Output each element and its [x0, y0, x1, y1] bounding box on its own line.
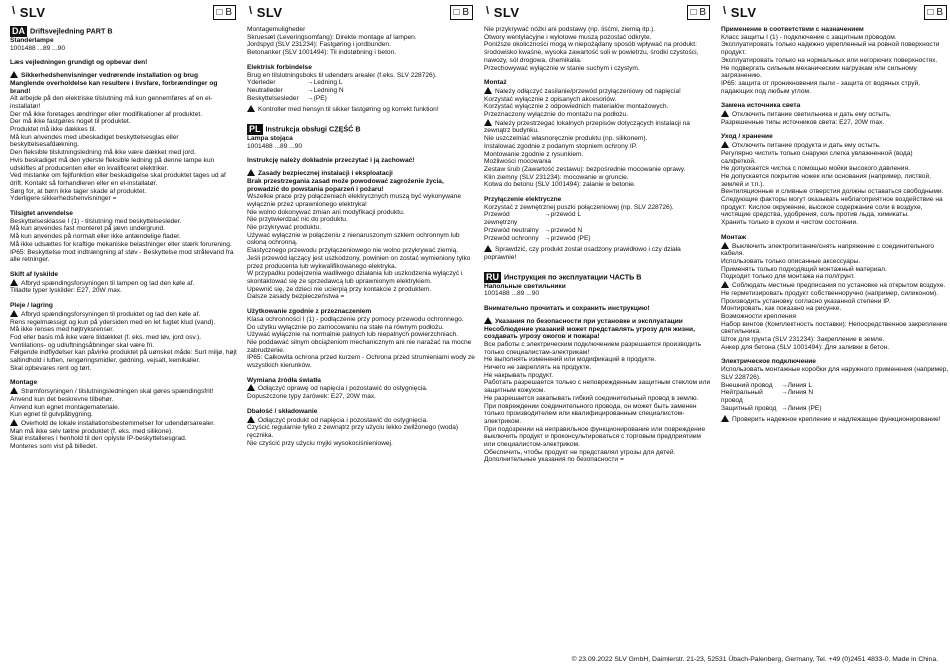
list-item: Czyścić regularnie tylko z zewnątrz przy użyciu lekko zwilżonego (woda) ręcznika.	[247, 424, 459, 439]
list-item: Следующие факторы могут оказывать неблагоприятное воздействие на продукт: Кислое окружение, высокое содержание соли в воздухе, чистящие средства, удобрения, соль против льда, химикаты.	[721, 196, 943, 219]
list-item: Ved mistanke om fejlfunktion eller beskadigelse skal produktet tages ud af drift. Kontakt så forhandleren eller en el-installatør.	[10, 172, 226, 187]
list-item: Må ikke udsættes for kraftige mekaniske belastninger eller stærk forurening.	[10, 240, 232, 248]
list-item: W przypadku podejrzenia wadliwego działania lub uszkodzenia wyłączyć i skontaktować się ze sprzedawcą lub uprawnionym elektrykiem.	[247, 270, 463, 285]
list-item: Nie wolno dokonywać zmian ani modyfikacji produktu.	[247, 208, 405, 216]
list-item: Отключить питание светильника и дать ему остыть.	[721, 110, 949, 119]
list-item: Анкер для бетона (SLV 1001494): Для заливки в бетон.	[721, 343, 890, 351]
list-item: Der må ikke fastgøres noget til produktet.	[10, 118, 131, 126]
warning-icon	[247, 416, 255, 423]
warning-icon	[10, 71, 18, 78]
warning-icon	[721, 281, 729, 288]
list-item: Możliwości mocowania	[484, 158, 552, 166]
list-item: Overhold de lokale installationsbestemmelser for udendørsarealer.	[10, 419, 238, 428]
list-item: Przeznaczony wyłącznie do montażu na podłożu.	[484, 111, 629, 119]
list-item: Używać wyłącznie na normalnie palnych lub niepalnych powierzchniach.	[247, 331, 459, 339]
lang-tag: RU	[486, 271, 499, 282]
list-item: Эксплуатировать только на нормальных или негорючих поверхностях.	[721, 56, 938, 64]
column-header	[484, 0, 712, 26]
wiring-row: Beskyttelsesleder → (PE)	[247, 94, 327, 102]
list-item: Używać wyłącznie w połączeniu z nienaruszonym szkłem ochronnym lub osłoną ochronną.	[247, 231, 460, 247]
list-item: Anvend kun det beskrevne tilbehør.	[10, 395, 114, 403]
list-item: Wszelkie prace przy połączeniach elektrycznych muszą być wykonywane wyłącznie przez uprawnionego elektryka!	[247, 193, 462, 208]
list-item: Не накрывать продукт.	[484, 371, 554, 379]
list-item: Korzystać wyłącznie z opisanych akcesoriów.	[484, 95, 617, 103]
warning-icon	[484, 87, 492, 94]
list-item: Шток для грунта (SLV 231234): Закрепление в земле.	[721, 336, 885, 344]
warning-icon	[484, 317, 492, 324]
list-item: Подходит только для монтажа на пол/грунт.	[721, 273, 855, 281]
wiring-row: Защитный провод → Линия (PE)	[721, 404, 822, 412]
list-item: Эксплуатировать только надежно укрепленный на ровной поверхности продукт.	[721, 41, 940, 57]
wiring-row: Przewód zewnętrzny → przewód L	[484, 211, 582, 227]
part-badge: □ B	[924, 5, 948, 20]
arrow-icon: →	[307, 86, 314, 94]
list-item: Upewnić się, że dzieci nie ucierpią przy kontakcie z produktem.	[247, 285, 432, 293]
column-header	[721, 0, 949, 26]
warning-icon	[10, 310, 18, 317]
list-item: Należy przestrzegać lokalnych przepisów dotyczących instalacji na zewnątrz budynku.	[484, 119, 690, 135]
list-item: Skal opbevares rent og tørt.	[10, 364, 92, 372]
list-item: Należy odłączyć zasilanie/przewód przyłączeniowy od napięcia!	[484, 87, 712, 96]
book-icon: □	[927, 7, 934, 18]
column-header	[247, 0, 475, 26]
list-item: Использовать только описанные аксессуары.	[721, 257, 861, 265]
column-da	[10, 0, 238, 667]
list-item: Poniższe okoliczności mogą w niepożądany sposób wpływać na produkt: środowisko kwaśne, wysoka zawartość soli w powietrzu, środki czystości, nawozy, sól drogowa, chemikalia.	[484, 41, 699, 64]
wiring-row: Neutralleder → Ledning N	[247, 86, 344, 94]
list-item: Обеспечить, чтобы продукт не представлял угрозы для детей.	[484, 448, 676, 456]
part-badge: □ B	[450, 5, 474, 20]
arrow-icon: →	[781, 381, 788, 389]
list-item: Skruesæt (Leveringsomfang): Direkte montage af lampen.	[247, 33, 417, 41]
list-item: Beskyttelsesklasse I (1) - tilslutning med beskyttelsesleder.	[10, 217, 182, 225]
list-item: Sørg for, at børn ikke tager skade af produktet.	[10, 187, 147, 195]
list-item: Не допускается чистка с помощью мойки высокого давления.	[721, 165, 910, 173]
ru-block-2: Применение в соответствии с назначением Класс защиты I (1) - подключение с защитным проводом. Эксплуатировать только надежно укрепленный на ровной поверхности продукт. Эксплуатировать только на нормальных или негорючих поверхностях. Не подвергать сильным механическим нагрузкам или сильному загрязнению. IP65: защита от проникновения пыли - защита от водяных струй, падающих под любым углом. Замена источника света Отключить питание светильника и дать ему остыть. Разрешенные типы источников света: E27, 20W max. Уход / хранение Отключить питание продукта и дать ему остыть. Регулярно чистить только снаружи слегка увлажненной (вода) салфеткой. Не допускается чистка с помощью мойки высокого давления. Не допускается покрытие ножек или основания (например, листвой, землей и т.п.). Вентиляционные и сливные отверстия должны оставаться свободными. Следующие факторы могут оказывать неблагоприятное воздействие на продукт: Кислое окружение, высокое содержание соли в воздухе, чистящие средства, удобрения, соль против льда, химикаты. Хранить только в сухом и чистом состоянии. Монтаж Выключить электропитание/снять напряжение с соединительного кабеля. Использовать только описанные аксессуары. Применять только подходящий монтажный материал. Подходит только для монтажа на пол/грунт. Соблюдать местные предписания по установке на открытом воздухе. Не герметизировать продукт собственноручно (например, силиконом). Производить установку согласно указанной степени IP. Монтировать, как показано на рисунке. Возможности крепления Набор винтов (Комплектность поставки): Непосредственное закрепление светильника. Шток для грунта (SLV 231234): Закрепление в земле. Анкер для бетона (SLV 1001494): Для заливки в бетон. Электрическое подключение Использовать монтажные коробки для наружного применения (например, SLV 228726). Внешний провод → Линия L Нейтральный провод → Линия N Защитный провод → Линия (PE) Проверить надежное крепление и надлежащее функционирование!	[721, 26, 949, 424]
warning-icon	[721, 415, 729, 422]
list-item: Afbryd spændingsforsyningen til lampen og lad den køle af.	[10, 279, 238, 288]
list-item: Nie czyścić przy użyciu myjki wysokociśnieniowej.	[247, 439, 393, 447]
list-item: Rens regelmæssigt og kun på ydersiden med en let fugtet klud (vand).	[10, 318, 216, 326]
list-item: Instalować zgodnie z podanym stopniem ochrony IP.	[484, 142, 638, 150]
slv-logo: \ SLV	[249, 5, 283, 20]
arrow-icon: →	[544, 226, 551, 234]
list-item: Nie przykrywać produktu.	[247, 224, 322, 232]
list-item: Nie uszczelniać własnoręcznie produktu (np. silikonem).	[484, 135, 648, 143]
list-item: Применять только подходящий монтажный материал.	[721, 265, 887, 273]
list-item: Strømforsyningen / tilslutningsledningen skal gøres spændingsfrit!	[10, 387, 238, 396]
list-item: Do użytku wyłącznie po zamocowaniu na stałe na równym podłożu.	[247, 323, 444, 331]
list-item: Jeśli przewód łączący jest uszkodzony, powinien on zostać wymieniony tylko przez producenta lub wykwalifikowanego elektryka.	[247, 254, 471, 270]
list-item: Klin ziemny (SLV 231234): mocowanie w gruncie.	[484, 173, 629, 181]
ru-block: Nie przykrywać nóżki ani podstawy (np. liśćmi, ziemią itp.). Otwory wentylacyjne i wylotowe muszą pozostać odkryte. Poniższe okoliczności mogą w niepożądany sposób wpływać na produkt: środowisko kwaśne, wysoka zawartość soli w powietrzu, środki czystości, nawozy, sól drogowa, chemikalia. Przechowywać wyłącznie w stanie suchym i czystym. Montaż Należy odłączyć zasilanie/przewód przyłączeniowy od napięcia! Korzystać wyłącznie z opisanych akcesoriów. Korzystać wyłącznie z odpowiednich materiałów montażowych. Przeznaczony wyłącznie do montażu na podłożu. Należy przestrzegać lokalnych przepisów dotyczących instalacji na zewnątrz budynku. Nie uszczelniać własnoręcznie produktu (np. silikonem). Instalować zgodnie z podanym stopniem ochrony IP. Montowanie zgodnie z rysunkiem. Możliwości mocowania Zestaw śrub (Zawartość zestawu): bezpośrednie mocowanie oprawy. Klin ziemny (SLV 231234): mocowanie w gruncie. Kotwa do betonu (SLV 1001494): zalanie w betonie. Przyłączenie elektryczne Korzystać z zewnętrznej puszki połączeniowej (np. SLV 228726). Przewód zewnętrzny → przewód L Przewód neutralny → przewód N Przewód ochronny → przewód (PE) Sprawdzić, czy produkt został osadzony prawidłowo i czy działa poprawnie! RU Инструкция по эксплуатации ЧАСТЬ B Напольные светильники 1001488 ...89 ...90 Внимательно прочитать и сохранить инструкцию! Указания по безопасности при установке и эксплуатации Несоблюдение указаний может представлять угрозу для жизни, создавать угрозу ожогов и пожара! Все работы с электрическим подключением разрешается производить только специалистам-электрикам! Не выполнять изменений или модификаций в продукте. Ничего не закреплять на продукте. Не накрывать продукт. Работать разрешается только с неповрежденным защитным стеклом или защитным кожухом. Не разрешается закапывать гибкий соединительный провод в землю. При повреждении соединительного провода, он может быть заменен только производителем или квалифицированным специалистом-электриком. При подозрении на неправильное функционирование или повреждение выключить продукт и проконсультироваться с торговым предприятием или специалистом-электриком. Обеспечить, чтобы продукт не представлял угрозы для детей. Дополнительные указания по безопасности =	[484, 26, 711, 464]
list-item: Вентиляционные и сливные отверстия должны оставаться свободными.	[721, 188, 944, 196]
book-icon: □	[690, 7, 697, 18]
list-item: Ventilations- og udluftningsåbninger skal være fri.	[10, 341, 155, 349]
book-icon: □	[453, 7, 460, 18]
list-item: Дополнительные указания по безопасности =	[484, 456, 624, 464]
wiring-row: Przewód neutralny → przewód N	[484, 226, 583, 234]
da-block: DA Driftsvejledning PART B Standerlampe 1001488 ...89 ...90 Læs vejledningen grundigt og opbevar den! Sikkerhedshenvisninger vedrørende installation og brug Manglende overholdelse kan resultere i livsfare, forbrændinger og brand! Alt arbejde på den elektriske tilslutning må kun gennemføres af en el-installatør! Der må ikke foretages ændringer eller modifikationer af produktet. Der må ikke fastgøres noget til produktet. Produktet må ikke dækkes til. Må kun anvendes med ubeskadiget beskyttelsesglas eller beskyttelsesafdækning. Den fleksible tilslutningsledning må ikke være dækket med jord. Hvis beskadiget må den yderste fleksible ledning på denne lampe kun udskiftes af producenten eller en kvalificeret elektriker. Ved mistanke om fejlfunktion eller beskadigelse skal produktet tages ud af drift. Kontakt så forhandleren eller en el-installatør. Sørg for, at børn ikke tager skade af produktet. Yderligere sikkerhedshenvisninger = Tilsigtet anvendelse Beskyttelsesklasse I (1) - tilslutning med beskyttelsesleder. Må kun anvendes fast monteret på jævn undergrund. Må kun anvendes på normalt eller ikke antændelige flader. Må ikke udsættes for kraftige mekaniske belastninger eller stærk forurening. IP65: Beskyttelse mod indtrængning af støv - Beskyttelse mod strålevand fra alle retninger. Skift af lyskilde Afbryd spændingsforsyningen til lampen og lad den køle af. Tilladte typer lyskilder: E27, 20W max. Pleje / lagring Afbryd spændingsforsyningen til produktet og lad den køle af. Rens regelmæssigt og kun på ydersiden med en let fugtet klud (vand). Må ikke renses med højtryksrenser. Fod eller basis må ikke være tildækket (f. eks. med løv, jord osv.). Ventilations- og udluftningsåbninger skal være fri. Følgende indflydelser kan påvirke produktet på uønsket måde: Surt miljø, højt saltindhold i luften, rengøringsmidler, gødning, vejsalt, kemikalier. Skal opbevares rent og tørt. Montage Strømforsyningen / tilslutningsledningen skal gøres spændingsfrit! Anvend kun det beskrevne tilbehør. Anvend kun egnet montagemateriale. Kun egnet til gulvpåbygning. Overhold de lokale installationsbestemmelser for udendørsarealer. Man må ikke selv tætne produktet (f. eks. med silikone). Skal installeres i henhold til den oplyste IP-beskyttelsesgrad. Monteres som vist på billedet.	[10, 26, 237, 451]
list-item: Не подвергать сильным механическим нагрузкам или сильному загрязнению.	[721, 64, 917, 80]
warning-icon	[721, 141, 729, 148]
column-da-pl	[247, 0, 475, 667]
list-item: Produktet må ikke dækkes til.	[10, 126, 97, 134]
list-item: IP65: Beskyttelse mod indtrængning af støv - Beskyttelse mod strålevand fra alle retninger.	[10, 248, 234, 264]
list-item: Fod eller basis må ikke være tildækket (f. eks. med løv, jord osv.).	[10, 333, 202, 341]
list-item: Соблюдать местные предписания по установке на открытом воздухе.	[721, 281, 949, 290]
arrow-icon: →	[544, 234, 551, 242]
list-item: Dalsze zasady bezpieczeństwa =	[247, 293, 345, 301]
warning-icon	[10, 419, 18, 426]
list-item: Jordspyd (SLV 231234): Fastgøring i jordbunden.	[247, 41, 391, 49]
list-item: Ничего не закреплять на продукте.	[484, 364, 592, 372]
arrow-icon: →	[307, 79, 314, 87]
warning-icon	[721, 242, 729, 249]
book-icon: □	[216, 7, 223, 18]
list-item: Tilladte typer lyskilder: E27, 20W max.	[10, 287, 122, 295]
list-item: Odłączyć oprawę od napięcia i pozostawić do ostygnięcia.	[247, 384, 475, 393]
list-item: Montowanie zgodnie z rysunkiem.	[484, 150, 584, 158]
list-item: Må kun anvendes med ubeskadiget beskyttelsesglas eller beskyttelsesafdækning.	[10, 133, 179, 149]
list-item: Må kun anvendes fast monteret på jævn undergrund.	[10, 225, 166, 233]
list-item: Производить установку согласно указанной степени IP.	[721, 297, 891, 305]
list-item: Класс защиты I (1) - подключение с защитным проводом.	[721, 33, 897, 41]
list-item: Odłączyć produkt od napięcia i pozostawić do ostygnięcia.	[247, 416, 475, 425]
list-item: Kotwa do betonu (SLV 1001494): zalanie w betonie.	[484, 181, 636, 189]
list-item: Не выполнять изменений или модификаций в продукте.	[484, 356, 657, 364]
arrow-icon: →	[307, 94, 314, 102]
list-item: Betonanker (SLV 1001494): Til indstøbning i beton.	[247, 49, 397, 57]
list-item: Монтировать, как показано на рисунке.	[721, 305, 842, 313]
warning-icon	[484, 119, 492, 126]
slv-logo: \ SLV	[486, 5, 520, 20]
list-item: IP65: защита от проникновения пыли - защита от водяных струй, падающих под любым углом.	[721, 79, 921, 95]
footer: © 23.09.2022 SLV GmbH, Daimlerstr. 21-23, 52531 Übach-Palenberg, Germany, Tel. +49 (0)2451 4833-0. Made in China.	[571, 656, 938, 663]
warning-icon	[247, 105, 255, 112]
list-item: Monteres som vist på billedet.	[10, 443, 98, 451]
list-item: Klasa ochronności I (1) - podłączenie przy pomocy przewodu ochronnego.	[247, 315, 464, 323]
list-item: IP65: Całkowita ochrona przed kurzem - Ochrona przed strumieniami wody ze wszystkich kierunków.	[247, 354, 475, 370]
list-item: Выключить электропитание/снять напряжение с соединительного кабеля.	[721, 242, 935, 258]
column-header	[10, 0, 238, 26]
list-item: Den fleksible tilslutningsledning må ikke være dækket med jord.	[10, 149, 196, 157]
column-pl-ru	[484, 0, 712, 667]
list-item: Følgende indflydelser kan påvirke produktet på uønsket måde: Surt miljø, højt saltindhold i luften, rengøringsmidler, gødning, vejsalt, kemikalier.	[10, 349, 237, 365]
list-item: Хранить только в сухом и чистом состоянии.	[721, 219, 859, 227]
list-item: Nie poddawać silnym obciążeniom mechanicznym ani nie narażać na mocne zabrudzenie.	[247, 338, 472, 354]
list-item: Przechowywać wyłącznie w stanie suchym i czystym.	[484, 64, 640, 72]
warning-icon	[10, 387, 18, 394]
wiring-row: Yderleder → Ledning L	[247, 79, 343, 87]
wiring-row: Przewód ochronny → przewód (PE)	[484, 234, 591, 242]
column-ru	[721, 0, 949, 667]
list-item: Не герметизировать продукт собственноручно (например, силиконом).	[721, 289, 939, 297]
list-item: При подозрении на неправильное функционирование или повреждение выключить продукт и проконсультироваться с торговым предприятием или специалистом-электриком.	[484, 425, 706, 449]
part-badge: □ B	[687, 5, 711, 20]
list-item: Afbryd spændingsforsyningen til produktet og lad den køle af.	[10, 310, 238, 319]
safety-list	[10, 95, 238, 203]
list-item: Zestaw śrub (Zawartość zestawu): bezpośrednie mocowanie oprawy.	[484, 165, 686, 173]
list-item: Не допускается покрытие ножек или основания (например, листвой, землей и т.п.).	[721, 172, 931, 188]
wiring-row: Внешний провод → Линия L	[721, 381, 812, 389]
list-item: Регулярно чистить только снаружи слегка увлажненной (вода) салфеткой.	[721, 149, 913, 165]
list-item: Man må ikke selv tætne produktet (f. eks. med silikone).	[10, 427, 174, 435]
arrow-icon: →	[781, 389, 788, 397]
list-item: Yderligere sikkerhedshenvisninger =	[10, 195, 117, 203]
list-item: При повреждении соединительного провода, он может быть заменен только производителем или квалифицированным специалистом-электриком.	[484, 402, 697, 425]
list-item: Набор винтов (Комплектность поставки): Непосредственное закрепление светильника.	[721, 320, 948, 336]
pl-block: Montagemuligheder Skruesæt (Leveringsomfang): Direkte montage af lampen. Jordspyd (SLV 231234): Fastgøring i jordbunden. Betonanker (SLV 1001494): Til indstøbning i beton. Elektrisk forbindelse Brug en tilslutningsboks til udendørs arealer (f.eks. SLV 228726). Yderleder → Ledning L Neutralleder → Ledning N Beskyttelsesleder → (PE) Kontroller med hensyn til sikker fastgøring og korrekt funktion! PL Instrukcja obsługi CZĘŚĆ B Lampa stojąca 1001488 ...89 ...90 Instrukcję należy dokładnie przeczytać i ją zachować! Zasady bezpiecznej instalacji i eksploatacji Brak przestrzegania zasad może powodować zagrożenie życia, prowadzić do powstania poparzeń i pożaru! Wszelkie prace przy połączeniach elektrycznych muszą być wykonywane wyłącznie przez uprawnionego elektryka! Nie wolno dokonywać zmian ani modyfikacji produktu. Nie przytwierdzać nic do produktu. Nie przykrywać produktu. Używać wyłącznie w połączeniu z nienaruszonym szkłem ochronnym lub osłoną ochronną. Elastycznego przewodu przyłączeniowego nie wolno przykrywać ziemią. Jeśli przewód łączący jest uszkodzony, powinien on zostać wymieniony tylko przez producenta lub wykwalifikowanego elektryka. W przypadku podejrzenia wadliwego działania lub uszkodzenia wyłączyć i skontaktować się ze sprzedawcą lub uprawnionym elektrykiem. Upewnić się, że dzieci nie ucierpią przy kontakcie z produktem. Dalsze zasady bezpieczeństwa = Użytkowanie zgodnie z przeznaczeniem Klasa ochronności I (1) - podłączenie przy pomocy przewodu ochronnego. Do użytku wyłącznie po zamocowaniu na stałe na równym podłożu. Używać wyłącznie na normalnie palnych lub niepalnych powierzchniach. Nie poddawać silnym obciążeniom mechanicznym ani nie narażać na mocne zabrudzenie. IP65: Całkowita ochrona przed kurzem - Ochrona przed strumieniami wody ze wszystkich kierunków. Wymiana źródła światła Odłączyć oprawę od napięcia i pozostawić do ostygnięcia. Dopuszczone typy żarówek: E27, 20W max. Dbałość / składowanie Odłączyć produkt od napięcia i pozostawić do ostygnięcia. Czyścić regularnie tylko z zewnątrz przy użyciu lekko zwilżonego (woda) ręcznika. Nie czyścić przy użyciu myjki wysokociśnieniowej.	[247, 26, 475, 447]
warning-icon	[247, 169, 255, 176]
list-item: Разрешенные типы источников света: E27, 20W max.	[721, 118, 885, 126]
list-item: Работать разрешается только с неповрежденным защитным стеклом или защитным кожухом.	[484, 379, 711, 395]
list-item: Hvis beskadiget må den yderste fleksible ledning på denne lampe kun udskiftes af producenten eller en kvalificeret elektriker.	[10, 156, 215, 172]
warning-icon	[10, 279, 18, 286]
wiring-row: Нейтральный провод → Линия N	[721, 389, 814, 404]
list-item: Не разрешается закапывать гибкий соединительный провод в землю.	[484, 394, 699, 402]
list-item: Anvend kun egnet montagemateriale.	[10, 403, 120, 411]
list-item: Kun egnet til gulvpåbygning.	[10, 411, 93, 419]
list-item: Отключить питание продукта и дать ему остыть.	[721, 141, 949, 150]
list-item: Korzystać wyłącznie z odpowiednich materiałów montażowych.	[484, 103, 669, 111]
part-badge: □ B	[213, 5, 237, 20]
lang-tag: DA	[12, 26, 25, 36]
list-item: Elastycznego przewodu przyłączeniowego nie wolno przykrywać ziemią.	[247, 247, 459, 255]
arrow-icon: →	[544, 211, 551, 219]
lang-tag: PL	[249, 124, 261, 135]
list-item: Nie przykrywać nóżki ani podstawy (np. liśćmi, ziemią itp.).	[484, 26, 656, 33]
list-item: Nie przytwierdzać nic do produktu.	[247, 216, 348, 224]
list-item: Otwory wentylacyjne i wylotowe muszą pozostać odkryte.	[484, 33, 652, 41]
list-item: Dopuszczone typy żarówek: E27, 20W max.	[247, 393, 376, 401]
warning-icon	[721, 110, 729, 117]
list-item: Все работы с электрическим подключением разрешается производить только специалистам-электрикам!	[484, 340, 702, 356]
warning-icon	[247, 384, 255, 391]
arrow-icon: →	[781, 404, 788, 412]
slv-logo: \ SLV	[723, 5, 757, 20]
slv-logo: \ SLV	[12, 5, 46, 20]
list-item: Må ikke renses med højtryksrenser.	[10, 326, 115, 334]
warning-icon	[484, 245, 492, 252]
list-item: Skal installeres i henhold til den oplyste IP-beskyttelsesgrad.	[10, 435, 187, 443]
list-item: Der må ikke foretages ændringer eller modifikationer af produktet.	[10, 110, 203, 118]
list-item: Возможности крепления	[721, 312, 796, 320]
list-item: Må kun anvendes på normalt eller ikke antændelige flader.	[10, 233, 181, 241]
list-item: Alt arbejde på den elektriske tilslutning må kun gennemføres af en el-installatør!	[10, 95, 213, 110]
